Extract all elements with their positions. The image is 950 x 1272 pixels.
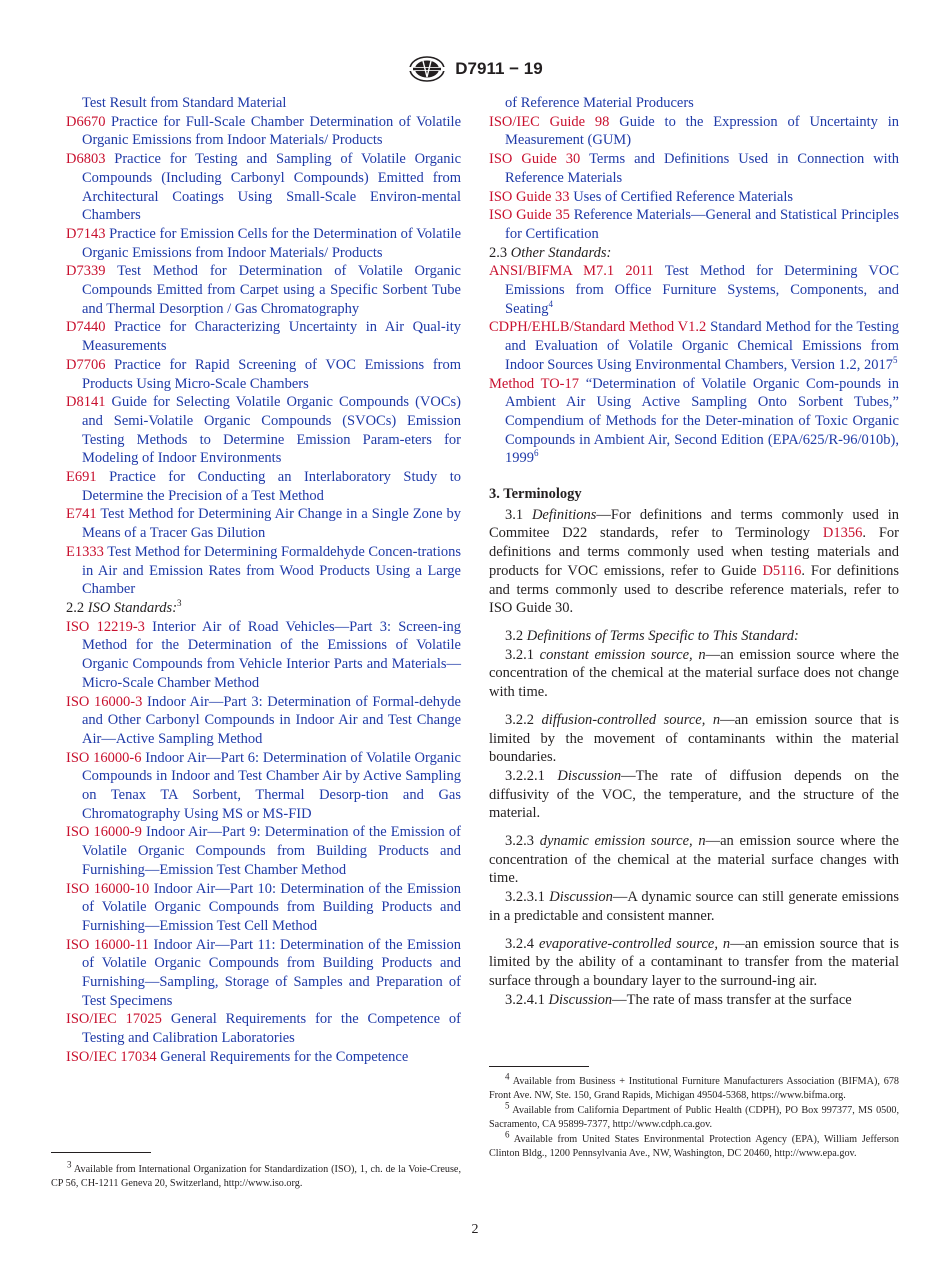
reference-title: Test Method for Determination of Volatile Organic Compounds Emitted from Carpet using a Specific Sorbent Tube and Thermal Desorption / Gas Chromatography (82, 263, 461, 317)
reference-item (66, 505, 461, 542)
page-header (0, 55, 950, 83)
reference-code-link[interactable]: D6670 (66, 113, 106, 130)
reference-title: Terms and Definitions Used in Connection with Reference Materials (505, 151, 899, 186)
reference-code-link[interactable]: ISO/IEC 17034 (66, 1048, 157, 1065)
reference-code-link[interactable]: ISO Guide 35 (489, 207, 570, 224)
other-standards-list (489, 262, 899, 468)
reference-title: Interior Air of Road Vehicles—Part 3: Screen-ing Method for the Determination of the Emissions of Volatile Organic Compounds from Vehicle Interior Parts and Materials—Micro-Scale Chamber Method (82, 618, 461, 691)
reference-code-link[interactable]: D7440 (66, 319, 106, 336)
section-3-heading: 3. Terminology (489, 486, 582, 503)
reference-item (66, 225, 461, 262)
definition-item: 3.2.3 dynamic emission source, n—an emission source where the concentration of the chemical at the material surface changes with time. (489, 833, 899, 887)
reference-title: Practice for Conducting an Interlaboratory Study to Determine the Precision of a Test Method (82, 469, 462, 504)
reference-item (66, 318, 461, 355)
reference-code-link[interactable]: D7143 (66, 225, 106, 242)
reference-code-link[interactable]: ISO/IEC 17025 (66, 1011, 162, 1028)
reference-title: Uses of Certified Reference Materials (573, 188, 794, 205)
reference-item (66, 356, 461, 393)
reference-title: General Requirements for the Competence (160, 1048, 409, 1065)
definition-term: evaporative-controlled source, n (538, 935, 731, 952)
reference-code-link[interactable]: Method TO-17 (489, 375, 579, 392)
reference-item (489, 318, 899, 374)
reference-code-link[interactable]: D6803 (66, 151, 106, 168)
page-number: 2 (471, 1222, 479, 1237)
reference-item (66, 393, 461, 468)
reference-title: “Determination of Volatile Organic Com-pounds in Ambient Air Using Active Sampling Onto Sorbent Tubes,” Compendium of Methods for the Deter-mination of Toxic Organic Compounds in Ambient Air, Second Edition (EPA/625/R-96/010b), 1999 (505, 375, 900, 467)
footnote: $^6$ Available from United States Environmental Protection Agency (EPA), William Jefferson Clinton Bldg., 1200 Pennsylvania Ave., NW, Washington, DC 20460, http://www.epa.gov. (489, 1129, 899, 1160)
reference-code-link[interactable]: D7339 (66, 263, 106, 280)
definition-term: constant emission source, n (539, 646, 706, 663)
reference-code-link[interactable]: ISO 16000-3 (66, 693, 143, 710)
definition-term: Discussion (549, 889, 613, 906)
reference-code-link[interactable]: ANSI/BIFMA M7.1 2011 (489, 263, 654, 280)
reference-code-link[interactable]: CDPH/EHLB/Standard Method V1.2 (489, 319, 707, 336)
reference-title: Practice for Full-Scale Chamber Determination of Volatile Organic Emissions from Indoor Materials/ Products (82, 113, 462, 149)
definition-item: 3.2.3.1 Discussion—A dynamic source can still generate emissions in a predictable and consistent manner. (489, 889, 900, 924)
reference-item (66, 113, 461, 150)
reference-item (489, 262, 899, 318)
reference-title: Practice for Characterizing Uncertainty in Air Qual-ity Measurements (82, 319, 462, 355)
reference-title: Test Method for Determining Air Change in a Single Zone by Means of a Tracer Gas Dilution (82, 506, 461, 542)
iso-standards-heading: 2.2 ISO Standards:$^3$ (66, 598, 182, 616)
reference-item (66, 749, 461, 824)
footnote-marker: 4 (548, 298, 553, 309)
footnotes-left (51, 1159, 462, 1192)
reference-title: Standard Method for the Testing and Evaluation of Volatile Organic Chemical Emissions from Indoor Sources Using Environmental Chambers, Version 1.2, 2017 (505, 319, 900, 373)
definition-term: diffusion-controlled source, n (541, 711, 721, 728)
footnote-marker: 6 (534, 448, 539, 459)
right-column (489, 94, 899, 1009)
designation: D7911 − 19 (455, 59, 543, 78)
reference-code-link[interactable]: ISO/IEC Guide 98 (489, 113, 610, 130)
footnote-rule (489, 1066, 589, 1067)
reference-item (66, 1010, 461, 1047)
reference-item (489, 375, 899, 469)
definition-term: Discussion (557, 767, 622, 784)
footnote: $^5$ Available from California Department of Public Health (CDPH), PO Box 997377, MS 0500, Sacramento, CA 95899-7377, http://www.cdph.ca.gov. (489, 1100, 900, 1131)
reference-item (489, 206, 899, 243)
reference-title: Practice for Rapid Screening of VOC Emissions from Products Using Micro-Scale Chambers (82, 356, 462, 392)
iso-reference-list (66, 618, 461, 1067)
definitions-list (489, 646, 899, 1010)
reference-item (66, 693, 461, 749)
reference-code-link[interactable]: E691 (66, 469, 97, 486)
ref-continuation: of Reference Material Producers (505, 95, 694, 111)
reference-item (66, 618, 461, 693)
reference-title: Practice for Emission Cells for the Determination of Volatile Organic Emissions from Indoor Materials/ Products (82, 225, 462, 261)
reference-title: Guide for Selecting Volatile Organic Compounds (VOCs) and Semi-Volatile Organic Compounds (SVOCs) Emission Testing Methods to Determine Emission Param-eters for Modeling of Indoor Environments (82, 394, 461, 467)
reference-item (66, 1048, 461, 1067)
definition-item: 3.2.2 diffusion-controlled source, n—an emission source that is limited by the movement of contaminants within the material boundaries. (489, 711, 899, 766)
reference-code-link[interactable]: ISO 16000-10 (66, 880, 150, 897)
reference-item (66, 880, 461, 936)
iso-guide-list (489, 113, 899, 244)
ref-continuation: Test Result from Standard Material (82, 95, 287, 111)
footnote-marker: 5 (892, 355, 898, 366)
reference-title: General Requirements for the Competence of Testing and Calibration Laboratories (82, 1011, 462, 1047)
reference-item (489, 113, 899, 150)
reference-item (66, 936, 461, 1011)
link-d1356[interactable]: D1356 (822, 525, 863, 542)
footnotes-right (489, 1071, 900, 1161)
reference-title: Indoor Air—Part 6: Determination of Volatile Organic Compounds in Indoor and Test Chamber Air by Active Sampling on Tenax TA Sorbent, Thermal Desorp-tion and Gas Chromatography Using MS or MS-FID (82, 749, 461, 822)
reference-code-link[interactable]: ISO 16000-11 (66, 936, 149, 953)
reference-title: Test Method for Determining VOC Emissions from Office Furniture Systems, Components, and Seating (505, 263, 899, 317)
footnote: $^4$ Available from Business + Institutional Furniture Manufacturers Association (BIFMA), 678 Front Ave. NW, Ste. 150, Grand Rapids, Michigan 49504-5368, https://www.bifma.org. (489, 1071, 900, 1102)
other-standards-heading: 2.3 Other Standards: (489, 244, 612, 261)
reference-item (66, 468, 461, 505)
reference-title: Test Method for Determining Formaldehyde Concen-trations in Air and Emission Rates from Wood Products Using a Large Chamber (82, 543, 461, 598)
reference-code-link[interactable]: ISO 16000-6 (66, 749, 142, 766)
para-3-2: 3.2 Definitions of Terms Specific to This Standard: (505, 627, 799, 644)
reference-title: Guide to the Expression of Uncertainty in Measurement (GUM) (505, 113, 900, 149)
definition-term: Discussion (548, 991, 613, 1008)
reference-item (66, 543, 461, 599)
reference-code-link[interactable]: D8141 (66, 394, 106, 411)
reference-code-link[interactable]: ISO 12219-3 (66, 618, 145, 635)
reference-item (66, 262, 461, 318)
reference-item (489, 150, 899, 187)
reference-list (66, 113, 461, 599)
reference-item (489, 188, 899, 207)
reference-code-link[interactable]: ISO Guide 30 (489, 151, 581, 168)
reference-title: Reference Materials—General and Statistical Principles for Certification (505, 207, 899, 242)
reference-code-link[interactable]: E741 (66, 506, 97, 523)
reference-title: Indoor Air—Part 11: Determination of the Emission of Volatile Organic Compounds from Building Products and Furnishing—Sampling, Storage of Samples and Preparation of Test Specimens (82, 936, 462, 1009)
reference-code-link[interactable]: ISO 16000-9 (66, 824, 142, 841)
reference-code-link[interactable]: ISO Guide 33 (489, 188, 570, 205)
footnote: $^3$ Available from International Organization for Standardization (ISO), 1, ch. de la Voie-Creuse, CP 56, CH-1211 Geneva 20, Switzerland, http://www.iso.org. (51, 1159, 462, 1190)
link-d5116[interactable]: D5116 (762, 562, 802, 579)
reference-code-link[interactable]: E1333 (66, 543, 104, 560)
para-3-1: 3.1 Definitions—For definitions and terms commonly used in Commitee D22 standards, refer to Terminology D1356. For definitions and terms commonly used when testing materials and products for VOC emissions, refer to Guide D5116. For definitions and terms commonly used to describe reference materials, refer to ISO Guide 30. (489, 506, 900, 617)
definition-item: 3.2.1 constant emission source, n—an emission source where the concentration of the chemical at the material surface does not change with time. (489, 646, 899, 701)
reference-title: Indoor Air—Part 10: Determination of the Emission of Volatile Organic Compounds from Building Products and Furnishing—Emission Test Cell Method (82, 880, 461, 934)
reference-code-link[interactable]: D7706 (66, 356, 106, 373)
reference-title: Indoor Air—Part 9: Determination of the Emission of Volatile Organic Compounds from Building Products and Furnishing—Emission Test Chamber Method (82, 824, 462, 878)
reference-title: Practice for Testing and Sampling of Volatile Organic Compounds (Including Carbonyl Compounds) Emitted from Architectural Coatings Using Small-Scale Environ-mental Chambers (82, 151, 462, 224)
reference-title: Indoor Air—Part 3: Determination of Formal-dehyde and Other Carbonyl Compounds in Indoor Air and Test Change Air—Active Sampling Method (82, 693, 461, 747)
definition-term: dynamic emission source, n (539, 833, 706, 850)
definition-item: 3.2.4.1 Discussion—The rate of mass transfer at the surface (505, 991, 852, 1008)
reference-item (66, 823, 461, 879)
footnote-rule (51, 1152, 151, 1153)
astm-logo-icon (407, 55, 447, 83)
definition-item: 3.2.4 evaporative-controlled source, n—an emission source that is limited by the ability of a contaminant to transfer from the material surface through a boundary layer to the surround-ing air. (489, 935, 899, 989)
definition-item: 3.2.2.1 Discussion—The rate of diffusion depends on the diffusivity of the VOC, the temperature, and the structure of the material. (489, 767, 899, 822)
reference-item (66, 150, 461, 225)
left-column (66, 94, 461, 1067)
